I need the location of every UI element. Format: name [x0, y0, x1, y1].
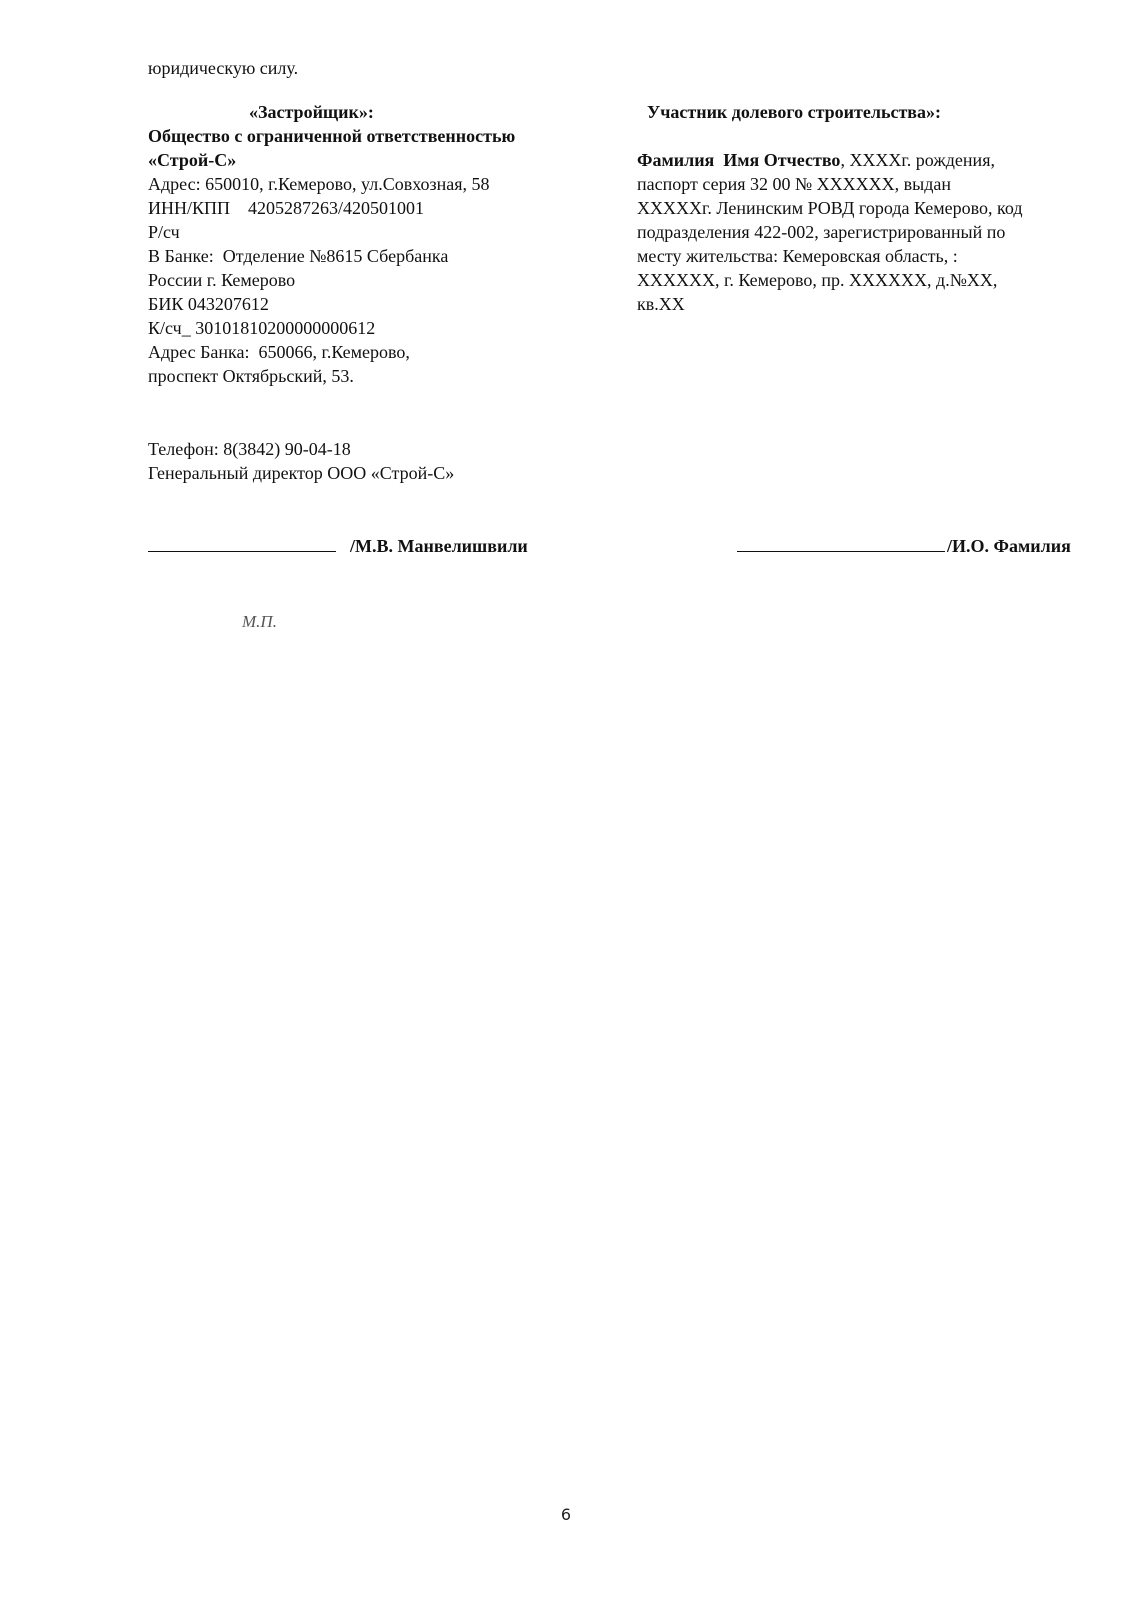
participant-issued: ХХХХХг. Ленинским РОВД города Кемерово, код [637, 198, 1023, 218]
developer-signer-name: /М.В. Манвелишвили [350, 536, 528, 556]
developer-company-short: «Строй-С» [148, 150, 237, 170]
developer-account: Р/сч [148, 222, 180, 242]
continuation-text: юридическую силу. [148, 58, 299, 78]
developer-inn-kpp: ИНН/КПП 4205287263/420501001 [148, 198, 425, 218]
participant-passport: паспорт серия 32 00 № ХХХХХХ, выдан [637, 174, 952, 194]
participant-birth: , ХХХХг. рождения, [840, 150, 995, 170]
developer-bik: БИК 043207612 [148, 294, 269, 314]
developer-corr-account: К/сч_ 30101810200000000612 [148, 318, 376, 338]
participant-full-name: Фамилия Имя Отчество [637, 150, 841, 170]
developer-address: Адрес: 650010, г.Кемерово, ул.Совхозная, 58 [148, 174, 490, 194]
developer-contacts [148, 437, 454, 485]
spacer [637, 124, 1107, 148]
developer-phone: Телефон: 8(3842) 90-04-18 [148, 439, 351, 459]
participant-line-1 [637, 148, 1107, 172]
participant-address: ХХХХХХ, г. Кемерово, пр. ХХХХХХ, д.№ХХ, [637, 270, 998, 290]
participant-apartment: кв.ХХ [637, 294, 685, 314]
developer-heading: «Застройщик»: [249, 102, 374, 122]
developer-signature-line [148, 535, 336, 552]
participant-division: подразделения 422-002, зарегистрированный по [637, 222, 1006, 242]
stamp-label: М.П. [242, 612, 277, 631]
developer-bank-address-street: проспект Октябрьский, 53. [148, 366, 354, 386]
participant-signer-name: /И.О. Фамилия [947, 536, 1071, 556]
developer-bank-address: Адрес Банка: 650066, г.Кемерово, [148, 342, 410, 362]
developer-signature [148, 534, 528, 558]
developer-bank: В Банке: Отделение №8615 Сбербанка [148, 246, 449, 266]
developer-bank-city: России г. Кемерово [148, 270, 296, 290]
participant-details [637, 100, 1107, 316]
participant-heading: Участник долевого строительства»: [647, 102, 942, 122]
participant-signature [737, 534, 1071, 558]
page-number: 6 [560, 1505, 572, 1524]
developer-details [148, 100, 598, 388]
developer-director: Генеральный директор ООО «Строй-С» [148, 463, 455, 483]
participant-signature-line [737, 535, 945, 552]
participant-residence: месту жительства: Кемеровская область, : [637, 246, 958, 266]
developer-company-name: Общество с ограниченной ответственностью [148, 126, 516, 146]
